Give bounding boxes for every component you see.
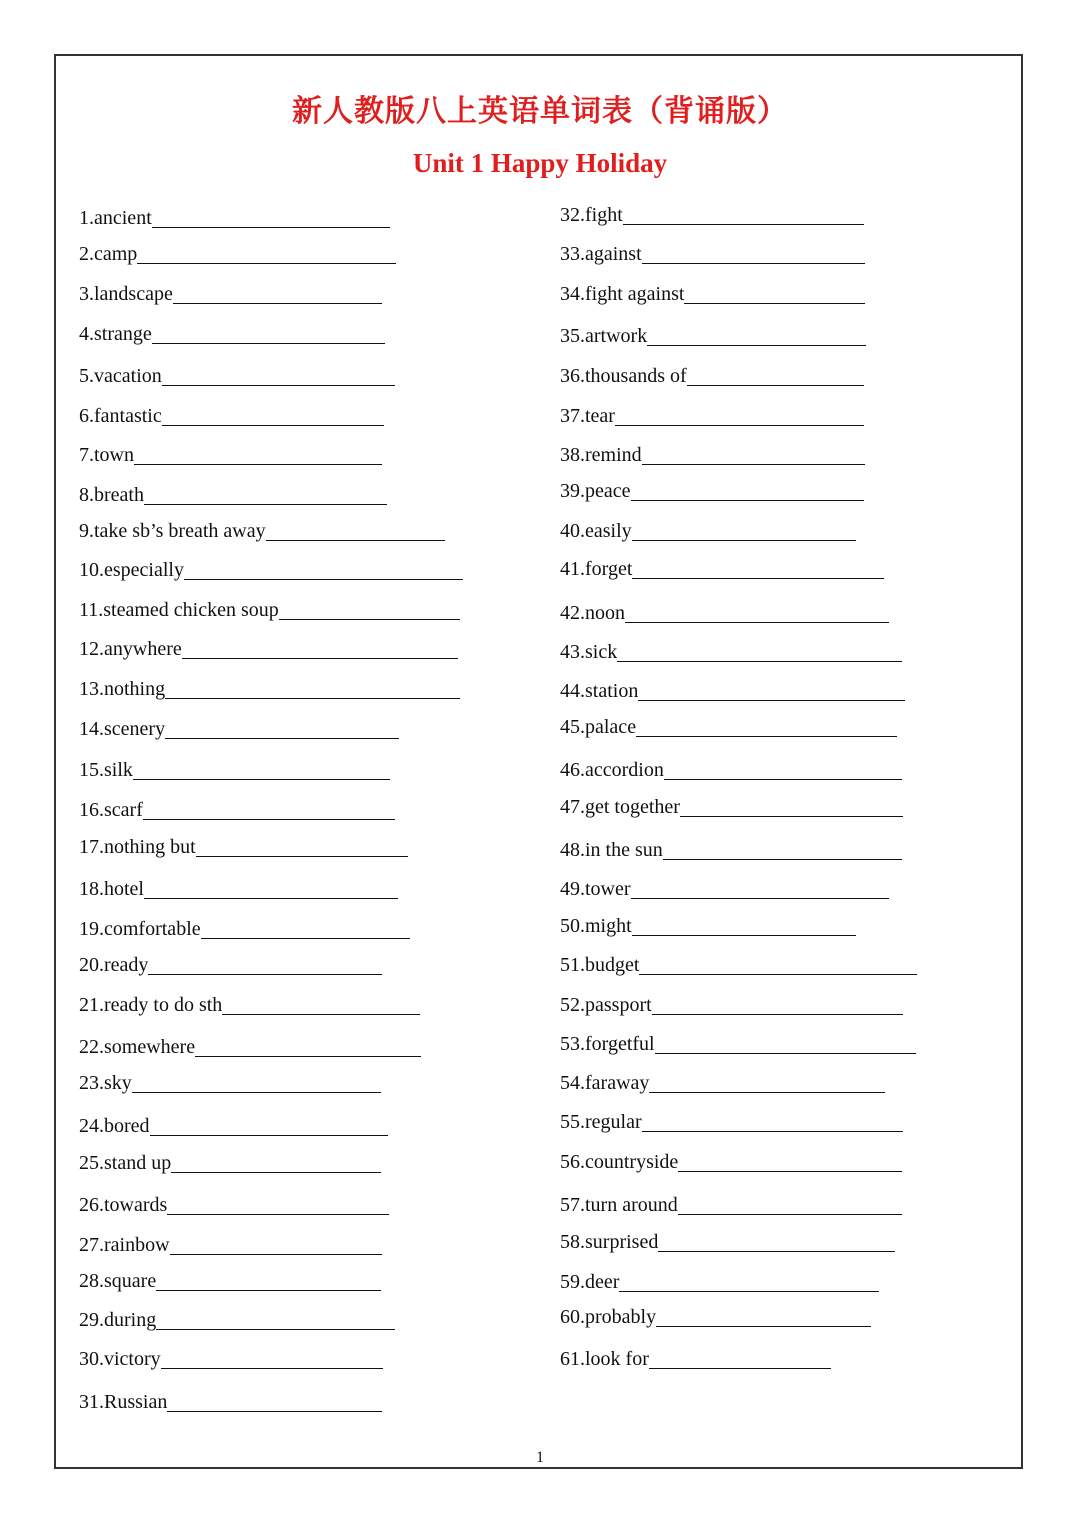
vocab-word: 34.fight against (560, 283, 685, 305)
vocab-item (560, 987, 903, 1017)
answer-blank-line[interactable] (642, 1131, 903, 1132)
vocab-item (79, 671, 460, 701)
answer-blank-line[interactable] (171, 1172, 381, 1173)
vocab-item (79, 513, 445, 543)
vocab-item (79, 829, 408, 859)
vocab-item (79, 236, 396, 266)
vocab-word: 31.Russian (79, 1391, 168, 1413)
answer-blank-line[interactable] (684, 303, 865, 304)
answer-blank-line[interactable] (222, 1014, 420, 1015)
vocab-word: 8.breath (79, 484, 144, 506)
vocab-item (560, 673, 905, 703)
vocab-word: 61.look for (560, 1348, 649, 1370)
vocab-item (560, 197, 864, 227)
vocab-word: 25.stand up (79, 1152, 172, 1174)
vocab-word: 52.passport (560, 994, 652, 1016)
vocab-item (79, 358, 395, 388)
answer-blank-line[interactable] (623, 224, 864, 225)
vocab-item (79, 1029, 421, 1059)
answer-blank-line[interactable] (639, 974, 917, 975)
vocab-word: 42.noon (560, 602, 625, 624)
answer-blank-line[interactable] (144, 504, 387, 505)
vocab-item (79, 1108, 388, 1138)
vocab-item (79, 316, 385, 346)
answer-blank-line[interactable] (143, 819, 395, 820)
vocab-item (560, 437, 865, 467)
vocab-item (79, 631, 458, 661)
vocab-word: 27.rainbow (79, 1234, 170, 1256)
vocab-word: 44.station (560, 680, 639, 702)
answer-blank-line[interactable] (649, 1368, 831, 1369)
vocab-word: 54.faraway (560, 1072, 650, 1094)
vocab-word: 58.surprised (560, 1231, 659, 1253)
vocab-word: 39.peace (560, 480, 631, 502)
answer-blank-line[interactable] (638, 700, 905, 701)
answer-blank-line[interactable] (137, 263, 396, 264)
vocab-item (560, 473, 864, 503)
vocab-item (560, 236, 865, 266)
answer-blank-line[interactable] (173, 303, 382, 304)
answer-blank-line[interactable] (184, 579, 463, 580)
vocab-word: 28.square (79, 1270, 157, 1292)
vocab-word: 57.turn around (560, 1194, 678, 1216)
answer-blank-line[interactable] (165, 738, 399, 739)
vocab-item (79, 1187, 389, 1217)
vocab-item (560, 789, 903, 819)
vocab-word: 45.palace (560, 716, 637, 738)
vocab-item (560, 398, 864, 428)
vocab-item (79, 1227, 382, 1257)
vocab-item (560, 908, 856, 938)
vocab-word: 2.camp (79, 243, 138, 265)
vocab-word: 43.sick (560, 641, 618, 663)
vocab-item (79, 871, 398, 901)
answer-blank-line[interactable] (161, 1368, 383, 1369)
vocab-item (560, 832, 902, 862)
vocab-word: 35.artwork (560, 325, 648, 347)
vocab-item (79, 1065, 381, 1095)
vocab-word: 47.get together (560, 796, 680, 818)
answer-blank-line[interactable] (170, 1254, 382, 1255)
vocab-item (79, 200, 390, 230)
answer-blank-line[interactable] (631, 500, 864, 501)
vocab-word: 26.towards (79, 1194, 168, 1216)
vocab-word: 12.anywhere (79, 638, 182, 660)
answer-blank-line[interactable] (631, 898, 889, 899)
vocab-word: 4.strange (79, 323, 152, 345)
vocab-word: 15.silk (79, 759, 133, 781)
page-title: 新人教版八上英语单词表（背诵版） (292, 94, 788, 129)
vocab-word: 30.victory (79, 1348, 161, 1370)
vocab-word: 19.comfortable (79, 918, 201, 940)
vocab-word: 56.countryside (560, 1151, 679, 1173)
answer-blank-line[interactable] (133, 779, 390, 780)
vocab-word: 17.nothing but (79, 836, 196, 858)
vocab-item (560, 1026, 916, 1056)
vocab-word: 38.remind (560, 444, 642, 466)
vocab-item (79, 987, 420, 1017)
answer-blank-line[interactable] (649, 1092, 885, 1093)
answer-blank-line[interactable] (658, 1251, 895, 1252)
answer-blank-line[interactable] (652, 1014, 903, 1015)
answer-blank-line[interactable] (156, 1290, 381, 1291)
vocab-word: 48.in the sun (560, 839, 663, 861)
vocab-word: 22.somewhere (79, 1036, 196, 1058)
vocab-item (79, 1302, 395, 1332)
answer-blank-line[interactable] (647, 345, 866, 346)
answer-blank-line[interactable] (162, 425, 384, 426)
vocab-word: 23.sky (79, 1072, 132, 1094)
answer-blank-line[interactable] (632, 578, 884, 579)
vocab-word: 32.fight (560, 204, 623, 226)
vocab-item (79, 792, 395, 822)
answer-blank-line[interactable] (165, 698, 460, 699)
vocab-item (560, 947, 917, 977)
answer-blank-line[interactable] (632, 935, 856, 936)
vocab-item (79, 1384, 382, 1414)
vocab-word: 16.scarf (79, 799, 143, 821)
vocab-item (560, 1144, 902, 1174)
vocab-word: 1.ancient (79, 207, 152, 229)
vocab-word: 51.budget (560, 954, 640, 976)
answer-blank-line[interactable] (632, 540, 856, 541)
vocab-word: 6.fantastic (79, 405, 162, 427)
vocab-item (560, 595, 889, 625)
vocab-item (560, 752, 902, 782)
vocab-word: 11.steamed chicken soup (79, 599, 279, 621)
vocab-item (79, 276, 382, 306)
answer-blank-line[interactable] (687, 385, 864, 386)
answer-blank-line[interactable] (642, 263, 865, 264)
answer-blank-line[interactable] (162, 385, 395, 386)
vocab-word: 50.might (560, 915, 632, 937)
answer-blank-line[interactable] (266, 540, 445, 541)
vocab-word: 55.regular (560, 1111, 642, 1133)
vocab-item (79, 437, 382, 467)
answer-blank-line[interactable] (182, 658, 458, 659)
vocab-word: 21.ready to do sth (79, 994, 223, 1016)
vocab-word: 5.vacation (79, 365, 162, 387)
answer-blank-line[interactable] (195, 1056, 421, 1057)
answer-blank-line[interactable] (144, 898, 398, 899)
answer-blank-line[interactable] (663, 859, 902, 860)
vocab-word: 40.easily (560, 520, 632, 542)
vocab-word: 3.landscape (79, 283, 173, 305)
vocab-item (79, 398, 384, 428)
vocab-word: 59.deer (560, 1271, 620, 1293)
answer-blank-line[interactable] (150, 1135, 388, 1136)
answer-blank-line[interactable] (642, 464, 865, 465)
vocab-item (79, 1145, 381, 1175)
answer-blank-line[interactable] (655, 1053, 916, 1054)
vocab-item (560, 1299, 871, 1329)
vocab-word: 9.take sb’s breath away (79, 520, 266, 542)
vocab-item (560, 1224, 895, 1254)
answer-blank-line[interactable] (619, 1291, 879, 1292)
vocab-item (560, 1264, 879, 1294)
answer-blank-line[interactable] (615, 425, 864, 426)
vocab-item (560, 634, 902, 664)
vocab-item (79, 752, 390, 782)
answer-blank-line[interactable] (625, 622, 889, 623)
answer-blank-line[interactable] (664, 779, 902, 780)
vocab-word: 20.ready (79, 954, 149, 976)
vocab-word: 13.nothing (79, 678, 166, 700)
answer-blank-line[interactable] (156, 1329, 395, 1330)
vocab-item (560, 1104, 903, 1134)
answer-blank-line[interactable] (196, 856, 408, 857)
vocab-item (560, 1341, 831, 1371)
vocab-item (560, 871, 889, 901)
vocab-item (79, 711, 399, 741)
vocab-word: 36.thousands of (560, 365, 687, 387)
vocab-word: 18.hotel (79, 878, 144, 900)
unit-subtitle: Unit 1 Happy Holiday (412, 148, 668, 178)
vocab-word: 53.forgetful (560, 1033, 655, 1055)
vocab-word: 41.forget (560, 558, 633, 580)
answer-blank-line[interactable] (148, 974, 382, 975)
answer-blank-line[interactable] (279, 619, 460, 620)
vocab-item (560, 1065, 885, 1095)
answer-blank-line[interactable] (678, 1171, 902, 1172)
answer-blank-line[interactable] (152, 343, 385, 344)
answer-blank-line[interactable] (617, 661, 902, 662)
vocab-item (79, 477, 387, 507)
vocab-item (560, 318, 866, 348)
answer-blank-line[interactable] (167, 1411, 382, 1412)
answer-blank-line[interactable] (152, 227, 390, 228)
answer-blank-line[interactable] (167, 1214, 389, 1215)
answer-blank-line[interactable] (636, 736, 897, 737)
vocab-item (560, 276, 865, 306)
vocab-item (79, 552, 463, 582)
vocab-word: 29.during (79, 1309, 157, 1331)
answer-blank-line[interactable] (678, 1214, 902, 1215)
vocab-item (79, 592, 460, 622)
vocab-item (560, 513, 856, 543)
vocab-word: 46.accordion (560, 759, 664, 781)
vocab-word: 7.town (79, 444, 134, 466)
answer-blank-line[interactable] (656, 1326, 871, 1327)
vocab-item (560, 551, 884, 581)
answer-blank-line[interactable] (201, 938, 410, 939)
answer-blank-line[interactable] (134, 464, 382, 465)
vocab-word: 14.scenery (79, 718, 166, 740)
vocab-item (560, 709, 897, 739)
vocab-word: 49.tower (560, 878, 631, 900)
vocab-item (79, 1341, 383, 1371)
vocab-word: 33.against (560, 243, 642, 265)
vocab-item (79, 947, 382, 977)
vocab-item (560, 1187, 902, 1217)
vocab-word: 24.bored (79, 1115, 150, 1137)
answer-blank-line[interactable] (132, 1092, 381, 1093)
vocab-word: 37.tear (560, 405, 615, 427)
answer-blank-line[interactable] (680, 816, 903, 817)
vocab-item (560, 358, 864, 388)
page-number: 1 (536, 1449, 544, 1466)
vocab-word: 10.especially (79, 559, 184, 581)
vocab-word: 60.probably (560, 1306, 657, 1328)
vocab-item (79, 911, 410, 941)
vocab-item (79, 1263, 381, 1293)
